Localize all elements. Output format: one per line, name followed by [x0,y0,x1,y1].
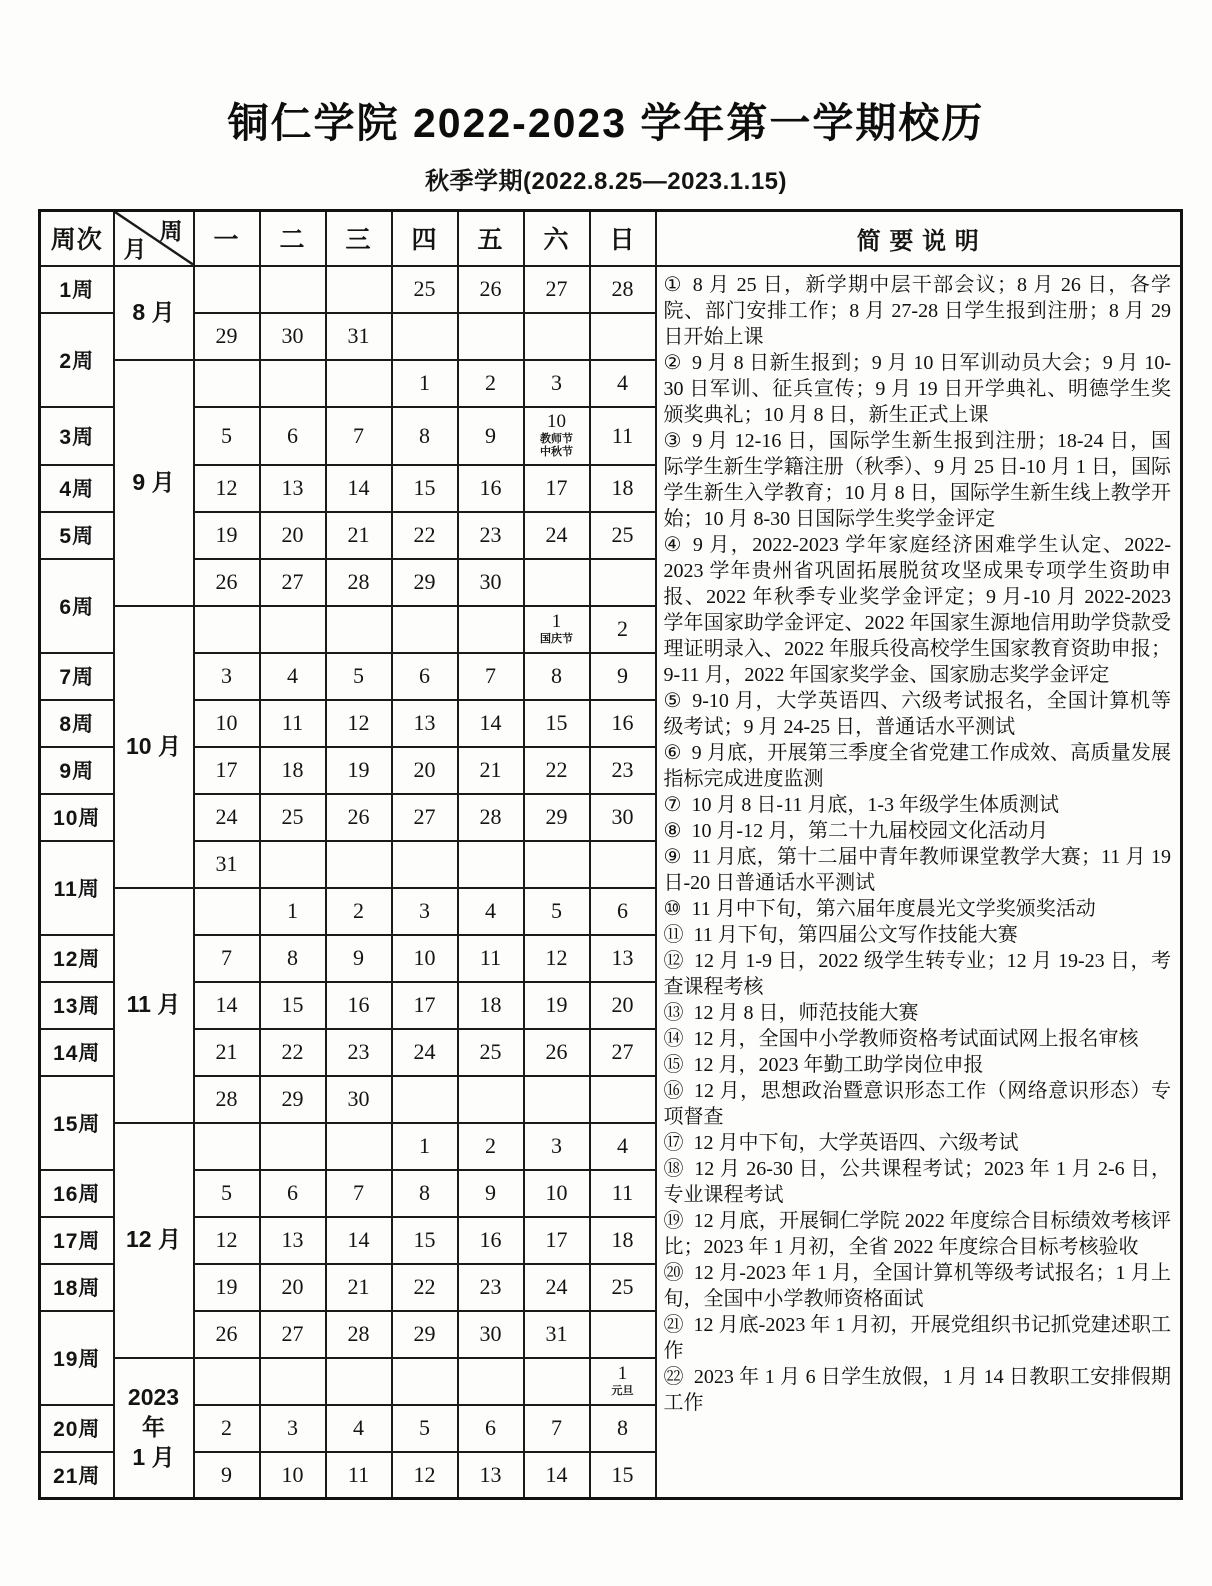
date-cell: 22 [524,747,590,794]
date-cell: 7 [524,1405,590,1452]
date-cell [590,1076,656,1123]
date-cell [194,888,260,935]
date-cell: 26 [194,1311,260,1358]
date-cell: 28 [326,1311,392,1358]
date-cell: 12 [194,1217,260,1264]
week-label: 20周 [40,1405,114,1452]
date-cell: 3 [260,1405,326,1452]
holiday-label: 元旦 [611,1385,634,1398]
date-cell [458,1076,524,1123]
date-cell: 8 [524,653,590,700]
date-cell: 4 [590,360,656,407]
date-cell: 5 [194,407,260,465]
note-number: ④ [663,533,683,556]
header-day-sat: 六 [524,211,590,266]
date-cell: 12 [194,465,260,512]
date-cell: 8 [392,407,458,465]
calendar-body [40,266,1182,1499]
week-label: 9周 [40,747,114,794]
date-cell [326,360,392,407]
date-cell: 31 [194,841,260,888]
date-cell: 14 [326,465,392,512]
header-day-wed: 三 [326,211,392,266]
week-label: 15周 [40,1076,114,1170]
notes-list [664,272,1172,1490]
date-cell: 17 [524,1217,590,1264]
date-cell: 19 [326,747,392,794]
date-cell: 19 [194,512,260,559]
week-label: 4周 [40,465,114,512]
date-cell: 3 [194,653,260,700]
date-cell: 31 [326,313,392,360]
page-subtitle: 秋季学期(2022.8.25—2023.1.15) [424,168,788,195]
date-cell [392,841,458,888]
date-cell [326,606,392,653]
date-cell: 16 [458,465,524,512]
date-cell: 2 [458,360,524,407]
week-label: 14周 [40,1029,114,1076]
date-cell: 14 [326,1217,392,1264]
date-cell: 7 [326,1170,392,1217]
date-cell: 5 [326,653,392,700]
date-cell [260,1358,326,1405]
note-item: ④ 9 月，2022-2023 学年家庭经济困难学生认定、2022-2023 学年贵州省巩固拓展脱贫攻坚成果专项学生资助申报、2022 年秋季专业奖学金评定；9 月-10 月 2022-2023 学年国家助学金评定、2022 年国家生源地信用助学贷款受理证明录入、2022 年服兵役高校学生国家教育资助申报；9-11 月，2022 年国家奖学金、国家励志奖学金评定 [663,533,1171,686]
date-cell: 11 [326,1452,392,1499]
date-cell [392,313,458,360]
note-item: ⑧ 10 月-12 月，第二十九届校园文化活动月 [663,819,1049,842]
date-cell: 13 [260,1217,326,1264]
date-cell: 28 [326,559,392,606]
note-number: ⑦ [663,793,682,816]
date-cell: 7 [458,653,524,700]
date-cell: 9 [458,407,524,465]
date-cell: 2 [194,1405,260,1452]
date-cell: 9 [590,653,656,700]
date-cell: 6 [260,407,326,465]
date-cell [260,606,326,653]
date-cell: 20 [260,1264,326,1311]
week-label: 3周 [40,407,114,465]
date-cell [524,559,590,606]
date-cell: 17 [194,747,260,794]
week-label: 21周 [40,1452,114,1499]
date-cell [260,360,326,407]
date-cell: 2 [326,888,392,935]
date-cell: 26 [524,1029,590,1076]
page-title: 铜仁学院 2022-2023 学年第一学期校历 [227,100,985,146]
date-cell: 18 [458,982,524,1029]
date-cell: 21 [458,747,524,794]
date-cell: 3 [524,360,590,407]
date-cell [590,1358,656,1405]
date-cell: 28 [194,1076,260,1123]
week-label: 7周 [40,653,114,700]
week-label: 8周 [40,700,114,747]
date-cell: 15 [524,700,590,747]
date-cell: 18 [590,1217,656,1264]
date-cell: 29 [392,1311,458,1358]
date-cell: 7 [326,407,392,465]
date-cell: 21 [194,1029,260,1076]
date-cell: 10 [260,1452,326,1499]
month-label: 10 月 [114,606,194,888]
date-cell: 12 [392,1452,458,1499]
date-cell: 17 [524,465,590,512]
note-number: ⑨ [663,845,682,868]
date-cell: 29 [194,313,260,360]
date-cell [194,360,260,407]
date-cell: 23 [590,747,656,794]
note-item: ③ 9 月 12-16 日，国际学生新生报到注册；18-24 日，国际学生新生学籍注册（秋季）、9 月 25 日-10 月 1 日，国际学生新生入学教育；10 月 8 日，国际学生新生线上教学开始；10 月 8-30 日国际学生奖学金评定 [663,429,1171,530]
date-cell: 7 [194,935,260,982]
date-cell: 25 [590,1264,656,1311]
date-cell: 5 [524,888,590,935]
date-cell: 9 [194,1452,260,1499]
date-number: 1 [617,1363,628,1385]
week-label: 13周 [40,982,114,1029]
date-cell: 30 [260,313,326,360]
notes-cell [656,266,1182,1499]
date-cell [458,1358,524,1405]
note-number: ⑳ [663,1261,684,1284]
note-item: ② 9 月 8 日新生报到；9 月 10 日军训动员大会；9 月 10-30 日军训、征兵宣传；9 月 19 日开学典礼、明德学生奖颁奖典礼；10 月 8 日，新生正式上课 [663,351,1171,426]
date-cell: 12 [326,700,392,747]
header-month-week-diagonal [114,211,194,266]
note-number: ⑬ [663,1001,684,1024]
date-cell: 11 [590,1170,656,1217]
date-number: 1 [551,611,562,633]
date-cell: 25 [590,512,656,559]
date-cell: 29 [260,1076,326,1123]
date-cell: 27 [260,1311,326,1358]
note-number: ㉒ [663,1365,684,1388]
note-number: ⑮ [663,1053,684,1076]
date-cell: 27 [392,794,458,841]
note-item: ⑲ 12 月底，开展铜仁学院 2022 年度综合目标绩效考核评比；2023 年 1 月初，全省 2022 年度综合目标考核验收 [663,1209,1171,1258]
note-item: ㉑ 12 月底-2023 年 1 月初，开展党组织书记抓党建述职工作 [663,1313,1171,1362]
note-item: ㉒ 2023 年 1 月 6 日学生放假，1 月 14 日教职工安排假期工作 [663,1365,1171,1414]
month-label: 8 月 [114,266,194,360]
date-cell: 23 [458,1264,524,1311]
note-item: ⑩ 11 月中下旬，第六届年度晨光文学奖颁奖活动 [663,897,1096,920]
date-cell: 15 [260,982,326,1029]
note-number: ⑧ [663,819,682,842]
date-cell: 15 [392,1217,458,1264]
date-cell [194,1358,260,1405]
holiday-label: 教师节 [540,432,573,445]
date-cell: 30 [326,1076,392,1123]
note-number: ⑯ [663,1079,685,1102]
date-cell [524,1076,590,1123]
date-cell [326,1123,392,1170]
date-cell: 27 [524,266,590,313]
week-label: 1周 [40,266,114,313]
date-cell: 25 [458,1029,524,1076]
date-cell [524,841,590,888]
header-day-mon: 一 [194,211,260,266]
date-cell: 30 [458,1311,524,1358]
date-cell: 21 [326,512,392,559]
calendar-table [38,209,1183,1500]
date-cell [524,606,590,653]
date-cell [260,841,326,888]
date-cell: 13 [590,935,656,982]
date-cell: 30 [590,794,656,841]
note-item: ⑱ 12 月 26-30 日，公共课程考试；2023 年 1 月 2-6 日，专业课程考试 [663,1157,1171,1206]
date-cell [590,1311,656,1358]
date-cell: 11 [260,700,326,747]
header-day-fri: 五 [458,211,524,266]
date-number: 10 [547,410,566,432]
holiday-label: 国庆节 [540,633,573,646]
date-cell: 8 [260,935,326,982]
note-item: ⑰ 12 月中下旬，大学英语四、六级考试 [663,1131,1019,1154]
date-cell: 27 [260,559,326,606]
date-cell: 13 [458,1452,524,1499]
date-cell [524,1358,590,1405]
month-label: 11 月 [114,888,194,1123]
date-cell: 11 [458,935,524,982]
date-cell: 25 [260,794,326,841]
note-number: ㉑ [663,1313,684,1336]
date-cell [458,313,524,360]
date-cell: 4 [260,653,326,700]
date-cell: 19 [524,982,590,1029]
month-label: 2023 年 1 月 [114,1358,194,1499]
note-number: ⑱ [663,1157,685,1180]
date-cell: 13 [392,700,458,747]
date-cell: 4 [590,1123,656,1170]
note-number: ② [663,351,682,374]
note-number: ⑭ [663,1027,684,1050]
date-cell: 1 [260,888,326,935]
date-cell: 14 [194,982,260,1029]
date-cell: 6 [260,1170,326,1217]
date-cell: 2 [458,1123,524,1170]
week-label: 19周 [40,1311,114,1405]
date-cell: 30 [458,559,524,606]
date-cell: 29 [392,559,458,606]
date-cell: 19 [194,1264,260,1311]
note-item: ⑥ 9 月底，开展第三季度全省党建工作成效、高质量发展指标完成进度监测 [663,741,1171,790]
date-cell: 5 [392,1405,458,1452]
date-cell: 25 [392,266,458,313]
week-label: 10周 [40,794,114,841]
date-cell: 9 [326,935,392,982]
week-label: 6周 [40,559,114,653]
note-number: ⑫ [663,949,684,972]
month-label: 12 月 [114,1123,194,1358]
date-cell: 1 [392,1123,458,1170]
date-cell: 28 [458,794,524,841]
date-cell: 3 [392,888,458,935]
date-cell [194,266,260,313]
note-item: ⑫ 12 月 1-9 日，2022 级学生转专业；12 月 19-23 日，考查课程考核 [663,949,1171,998]
date-cell: 6 [590,888,656,935]
date-cell: 20 [590,982,656,1029]
date-cell: 21 [326,1264,392,1311]
note-item: ⑤ 9-10 月，大学英语四、六级考试报名，全国计算机等级考试；9 月 24-25 日，普通话水平测试 [663,689,1171,738]
date-cell [260,1123,326,1170]
date-cell: 22 [392,1264,458,1311]
week-label: 5周 [40,512,114,559]
date-cell [326,266,392,313]
date-cell: 23 [326,1029,392,1076]
date-cell [326,1358,392,1405]
week-label: 12周 [40,935,114,982]
note-item: ⑳ 12 月-2023 年 1 月，全国计算机等级考试报名；1 月上旬，全国中小学教师资格面试 [663,1261,1171,1310]
date-cell: 15 [590,1452,656,1499]
note-number: ⑪ [663,923,684,946]
week-label: 16周 [40,1170,114,1217]
date-cell: 4 [326,1405,392,1452]
date-cell: 3 [524,1123,590,1170]
header-day-tue: 二 [260,211,326,266]
date-cell: 26 [194,559,260,606]
date-cell: 12 [524,935,590,982]
note-number: ③ [663,429,683,452]
date-cell: 16 [458,1217,524,1264]
date-cell: 18 [590,465,656,512]
date-cell [260,266,326,313]
diagonal-week-label: 周 [159,218,184,244]
date-cell: 2 [590,606,656,653]
date-cell [392,606,458,653]
date-cell: 24 [392,1029,458,1076]
week-label: 11周 [40,841,114,935]
date-cell [194,606,260,653]
date-cell [524,407,590,465]
holiday-label: 中秋节 [540,446,573,459]
note-item: ① 8 月 25 日，新学期中层干部会议；8 月 26 日，各学院、部门安排工作；8 月 27-28 日学生报到注册；8 月 29 日开始上课 [663,273,1171,348]
date-cell [590,841,656,888]
note-item: ⑨ 11 月底，第十二届中青年教师课堂教学大赛；11 月 19 日-20 日普通话水平测试 [663,845,1171,894]
date-cell: 5 [194,1170,260,1217]
note-number: ① [663,273,683,296]
diagonal-month-label: 月 [123,235,148,262]
date-cell: 24 [524,512,590,559]
date-cell [590,313,656,360]
header-day-thu: 四 [392,211,458,266]
note-item: ⑪ 11 月下旬，第四届公文写作技能大赛 [663,923,1018,946]
note-item: ⑮ 12 月，2023 年勤工助学岗位申报 [663,1053,984,1076]
date-cell: 8 [590,1405,656,1452]
note-item: ⑦ 10 月 8 日-11 月底，1-3 年级学生体质测试 [663,793,1060,816]
date-cell: 11 [590,407,656,465]
date-cell: 22 [392,512,458,559]
date-cell [524,313,590,360]
date-cell: 9 [458,1170,524,1217]
calendar-row [40,266,1182,313]
month-label: 9 月 [114,360,194,606]
date-cell: 17 [392,982,458,1029]
date-cell: 15 [392,465,458,512]
date-cell: 27 [590,1029,656,1076]
date-cell: 14 [524,1452,590,1499]
date-cell [458,841,524,888]
date-cell: 28 [590,266,656,313]
date-cell: 16 [590,700,656,747]
note-number: ⑲ [663,1209,684,1232]
date-cell: 26 [326,794,392,841]
week-label: 18周 [40,1264,114,1311]
date-cell: 6 [392,653,458,700]
date-cell [458,606,524,653]
note-item: ⑯ 12 月，思想政治暨意识形态工作（网络意识形态）专项督查 [663,1079,1171,1128]
note-number: ⑰ [663,1131,684,1154]
date-cell: 13 [260,465,326,512]
header-notes-col: 简 要 说 明 [656,211,1182,266]
date-cell: 10 [392,935,458,982]
date-cell: 22 [260,1029,326,1076]
date-cell: 6 [458,1405,524,1452]
note-item: ⑬ 12 月 8 日，师范技能大赛 [663,1001,919,1024]
date-cell [194,1123,260,1170]
date-cell [326,841,392,888]
date-cell: 26 [458,266,524,313]
date-cell: 24 [194,794,260,841]
date-cell [590,559,656,606]
week-label: 17周 [40,1217,114,1264]
date-cell: 20 [392,747,458,794]
date-cell: 24 [524,1264,590,1311]
date-cell: 1 [392,360,458,407]
date-cell: 14 [458,700,524,747]
date-cell: 18 [260,747,326,794]
date-cell: 8 [392,1170,458,1217]
note-number: ⑥ [663,741,682,764]
note-number: ⑩ [663,897,682,920]
date-cell: 20 [260,512,326,559]
date-cell: 23 [458,512,524,559]
note-item: ⑭ 12 月，全国中小学教师资格考试面试网上报名审核 [663,1027,1139,1050]
date-cell: 29 [524,794,590,841]
week-label: 2周 [40,313,114,407]
date-cell: 4 [458,888,524,935]
header-row [40,211,1182,266]
date-cell: 16 [326,982,392,1029]
date-cell [392,1076,458,1123]
header-day-sun: 日 [590,211,656,266]
date-cell: 10 [194,700,260,747]
header-week-col: 周次 [40,211,114,266]
date-cell [392,1358,458,1405]
date-cell: 31 [524,1311,590,1358]
date-cell: 10 [524,1170,590,1217]
note-number: ⑤ [663,689,683,712]
